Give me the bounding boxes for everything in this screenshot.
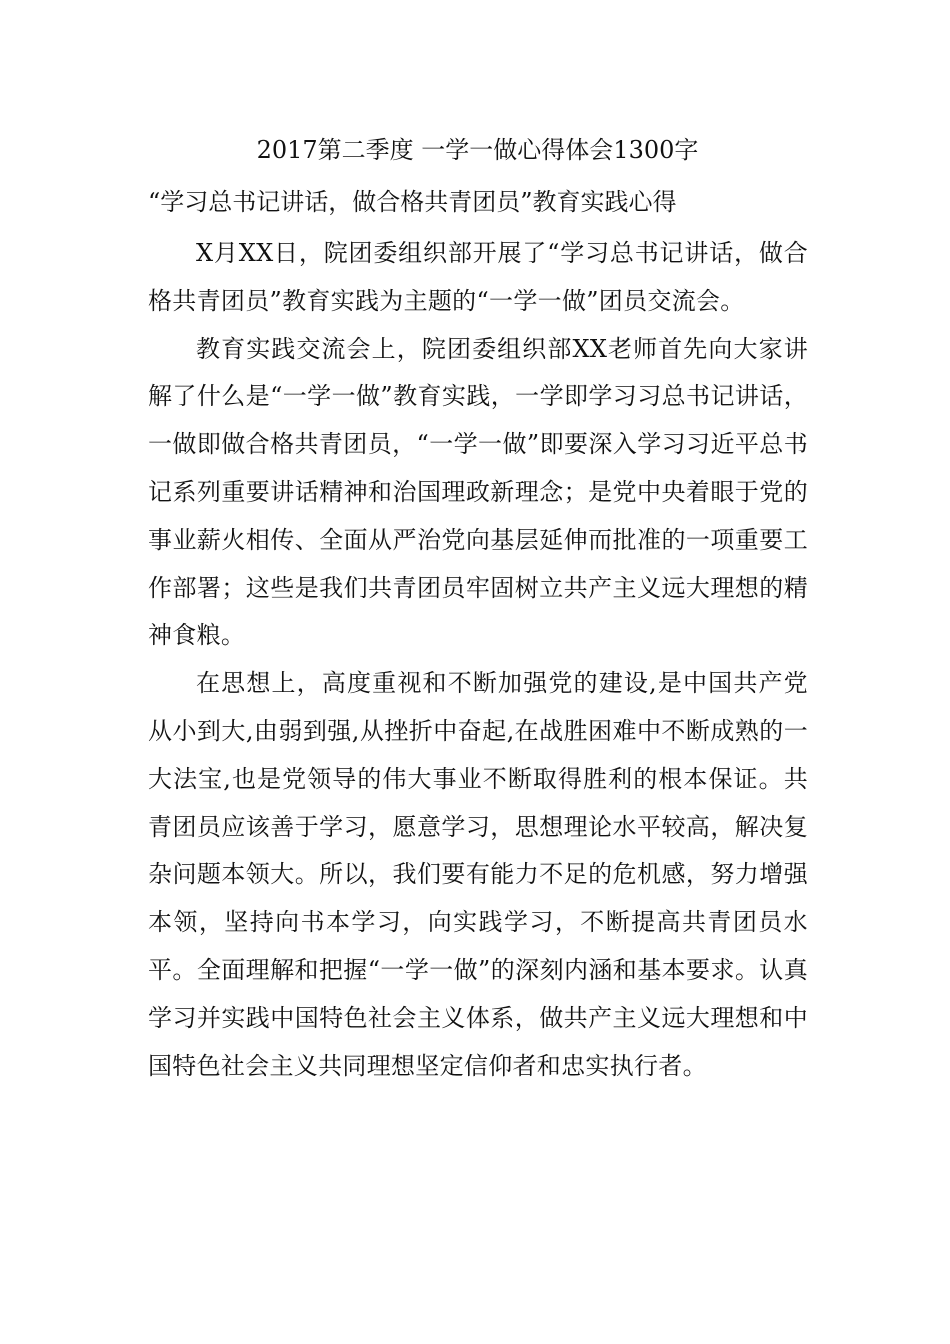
paragraph-3: 在思想上，高度重视和不断加强党的建设,是中国共产党从小到大,由弱到强,从挫折中奋起,在战胜困难中不断成熟的一大法宝,也是党领导的伟大事业不断取得胜利的根本保证。共青团员应该善于学习，愿意学习，思想理论水平较高，解决复杂问题本领大。所以，我们要有能力不足的危机感，努力增强本领，坚持向书本学习，向实践学习，不断提高共青团员水平。全面理解和把握“一学一做”的深刻内涵和基本要求。认真学习并实践中国特色社会主义体系，做共产主义远大理想和中国特色社会主义共同理想坚定信仰者和忠实执行者。 (148, 669, 808, 1080)
document-subtitle: “学习总书记讲话，做合格共青团员”教育实践心得 (148, 188, 677, 216)
paragraph-2: 教育实践交流会上，院团委组织部XX老师首先向大家讲解了什么是“一学一做”教育实践，一学即学习习总书记讲话，一做即做合格共青团员，“一学一做”即要深入学习习近平总书记系列重要讲话精神和治国理政新理念；是党中央着眼于党的事业薪火相传、全面从严治党向基层延伸而批准的一项重要工作部署；这些是我们共青团员牢固树立共产主义远大理想的精神食粮。 (148, 334, 808, 650)
document-body (148, 230, 808, 1090)
document-title: 2017第二季度 一学一做心得体会1300字 (256, 136, 699, 164)
paragraph-1: X月XX日，院团委组织部开展了“学习总书记讲话，做合格共青团员”教育实践为主题的“一学一做”团员交流会。 (148, 239, 808, 315)
